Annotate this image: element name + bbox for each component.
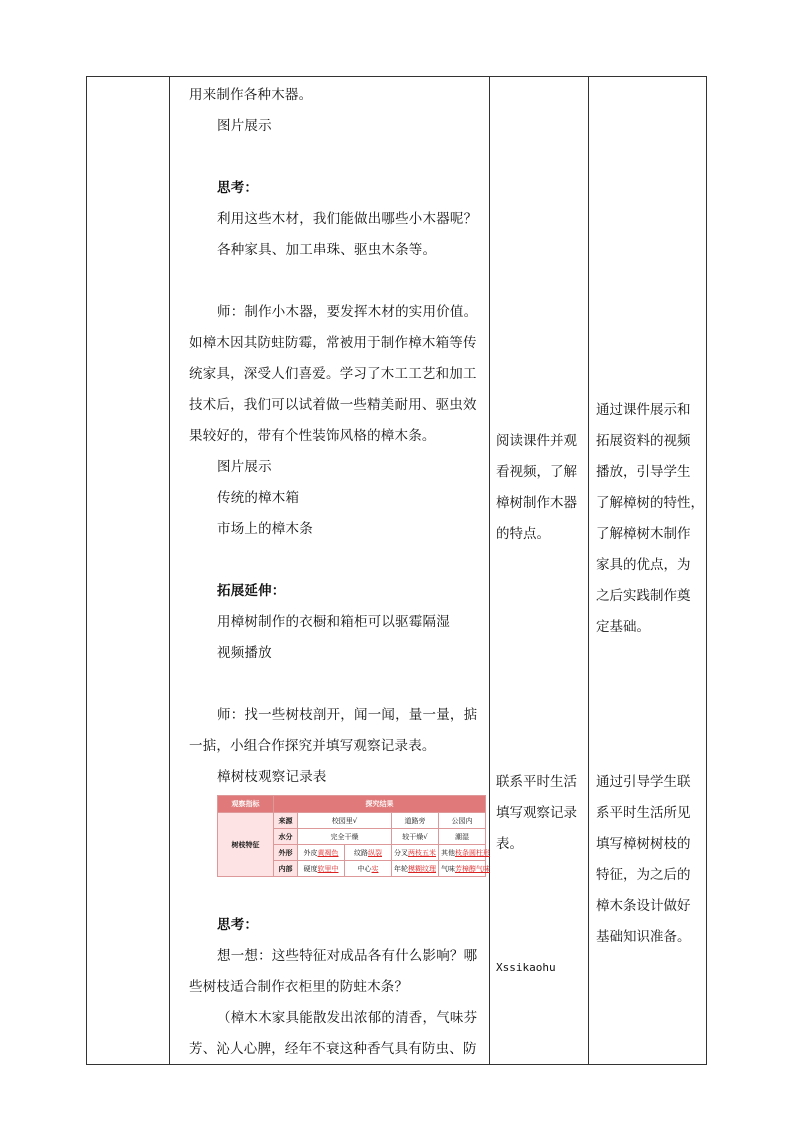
cell-key: 外皮	[303, 848, 318, 857]
question: 想一想：这些特征对成品各有什么影响？哪	[217, 948, 478, 964]
activity-line: 樟树制作木器	[496, 495, 577, 511]
cell-value: 枝条圆柱形	[455, 848, 490, 857]
content-line: 技术后，我们可以试着做一些精美耐用、驱虫效	[189, 397, 477, 413]
question: 利用这些木材，我们能做出哪些小木器呢？	[217, 211, 478, 227]
intent-line: 通过课件展示和	[596, 402, 691, 418]
intent-line: 了解樟树木制作	[596, 526, 691, 542]
answer: 各种家具、加工串珠、驱虫木条等。	[217, 242, 437, 258]
row-key: 水分	[274, 829, 298, 845]
image-caption: 图片展示	[217, 459, 272, 475]
cell	[298, 845, 345, 861]
cell: 较干燥√	[392, 829, 439, 845]
cell-value: 黄褐色	[317, 848, 339, 857]
teacher-line: 师：制作小木器，要发挥木材的实用价值。	[217, 304, 478, 320]
cell-value: 软里中	[317, 864, 339, 873]
cell	[439, 845, 490, 861]
activity-line: 联系平时生活	[496, 774, 577, 790]
row-label: 树枝特征	[218, 813, 274, 877]
cell-value: 纵裂	[368, 848, 382, 857]
cell	[298, 861, 345, 877]
header-indicator: 观察指标	[218, 796, 274, 813]
cell-key: 纹路	[354, 848, 368, 857]
intent-line: 了解樟树的特性，	[596, 495, 704, 511]
think-heading: 思考：	[217, 180, 259, 196]
question: 些树枝适合制作衣柜里的防蛀木条？	[189, 979, 409, 995]
student-activity-2	[496, 767, 577, 860]
column-divider	[489, 77, 490, 1064]
content-line: 果较好的，带有个性装饰风格的樟木条。	[189, 428, 436, 444]
header-result: 探究结果	[274, 796, 486, 813]
row-key: 来源	[274, 813, 298, 829]
design-intent-1	[596, 395, 704, 643]
activity-line: 表。	[496, 836, 523, 852]
row-key: 内部	[274, 861, 298, 877]
cell	[439, 861, 490, 877]
think-heading: 思考：	[217, 917, 259, 933]
cell	[392, 861, 439, 877]
column-divider	[169, 77, 170, 1064]
intent-line: 系平时生活所见	[596, 805, 691, 821]
cell: 完全干燥	[298, 829, 392, 845]
cell	[345, 861, 392, 877]
intent-line: 定基础。	[596, 619, 650, 635]
cell-key: 年轮	[394, 864, 408, 873]
content-line: 如樟木因其防蛀防霉，常被用于制作樟木箱等传	[189, 335, 477, 351]
observation-record-table	[217, 795, 490, 877]
activity-line: 看视频，了解	[496, 464, 577, 480]
content-line: 用来制作各种木器。	[189, 87, 313, 103]
extension-heading: 拓展延伸：	[217, 583, 286, 599]
answer: （樟木木家具能散发出浓郁的清香，气味芬	[217, 1010, 478, 1026]
row-key: 外形	[274, 845, 298, 861]
table-title: 樟树枝观察记录表	[217, 769, 327, 785]
cell-value: 两枝五米	[408, 848, 436, 857]
cell: 校园里√	[298, 813, 392, 829]
intent-line: 拓展资料的视频	[596, 433, 691, 449]
image-caption: 市场上的樟木条	[217, 521, 313, 537]
image-caption: 传统的樟木箱	[217, 490, 300, 506]
intent-line: 播放，引导学生	[596, 464, 691, 480]
image-caption: 图片展示	[217, 118, 272, 134]
activity-line: 的特点。	[496, 526, 550, 542]
watermark-text: Xssikaohu	[496, 961, 556, 974]
cell-value: 实	[371, 864, 379, 873]
student-activity-1	[496, 426, 577, 550]
column-divider	[588, 77, 589, 1064]
extension-line: 用樟树制作的衣橱和箱柜可以驱霉隔湿	[217, 614, 450, 630]
activity-line: 填写观察记录	[496, 805, 577, 821]
content-line: 一掂，小组合作探究并填写观察记录表。	[189, 738, 436, 754]
video-caption: 视频播放	[217, 645, 272, 661]
intent-line: 填写樟树树枝的	[596, 836, 691, 852]
intent-line: 通过引导学生联	[596, 774, 691, 790]
cell-key: 分叉	[394, 848, 408, 857]
intent-line: 特征，为之后的	[596, 867, 691, 883]
intent-line: 樟木条设计做好	[596, 898, 691, 914]
intent-line: 之后实践制作奠	[596, 588, 691, 604]
cell-value: 芳樟醇气味	[455, 864, 490, 873]
teacher-line: 师：找一些树枝剖开，闻一闻，量一量，掂	[217, 707, 478, 723]
cell: 潮湿	[439, 829, 486, 845]
cell	[345, 845, 392, 861]
answer: 芳、沁人心脾，经年不衰这种香气具有防虫、防	[189, 1041, 477, 1057]
cell-key: 中心	[357, 864, 372, 873]
cell	[392, 845, 439, 861]
content-line: 统家具，深受人们喜爱。学习了木工工艺和加工	[189, 366, 477, 382]
cell-key: 气味	[441, 864, 455, 873]
intent-line: 家具的优点，为	[596, 557, 691, 573]
activity-line: 阅读课件并观	[496, 433, 577, 449]
cell: 道路旁	[392, 813, 439, 829]
cell: 公园内	[439, 813, 486, 829]
cell-key: 其他	[441, 848, 455, 857]
design-intent-2	[596, 767, 691, 953]
cell-key: 硬度	[303, 864, 318, 873]
cell-value: 模糊纹理	[408, 864, 436, 873]
intent-line: 基础知识准备。	[596, 929, 691, 945]
lesson-table	[86, 76, 707, 1065]
